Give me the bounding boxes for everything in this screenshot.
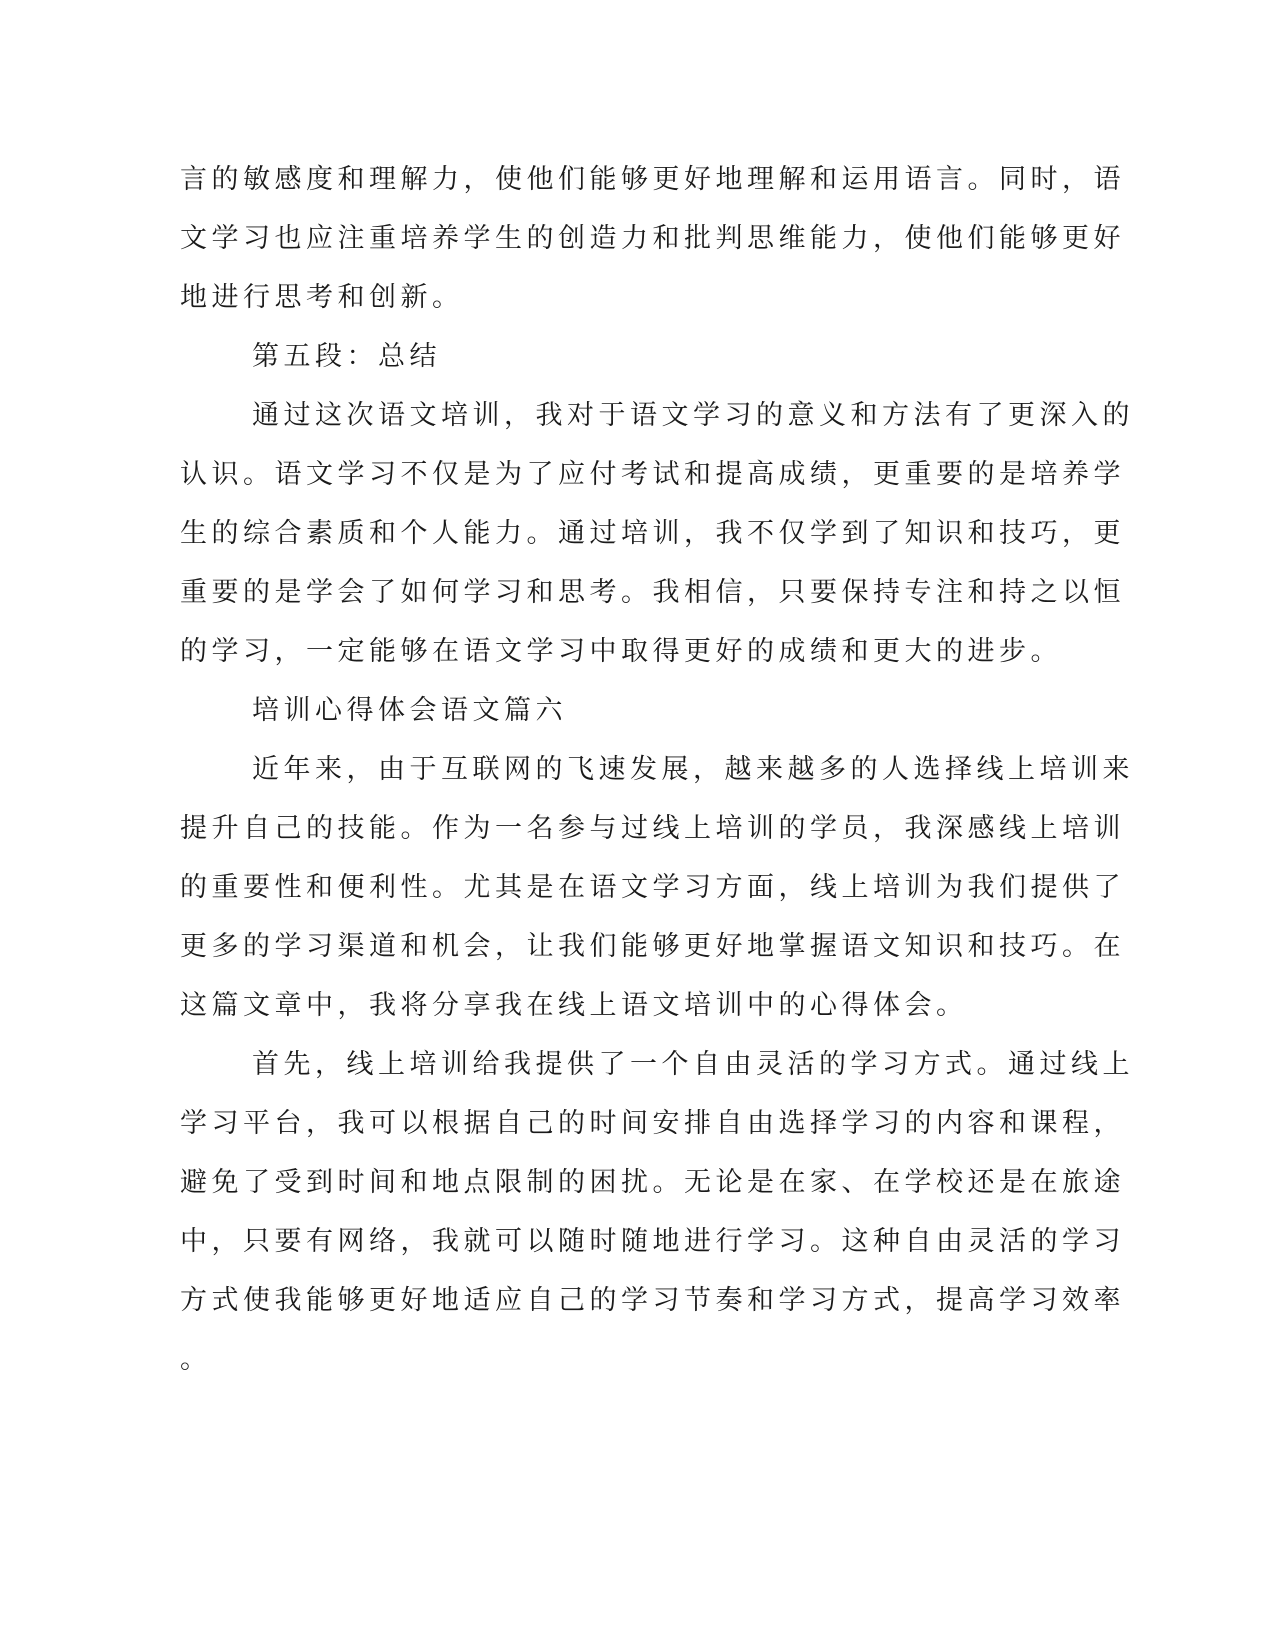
text-line: 重要的是学会了如何学习和思考。我相信，只要保持专注和持之以恒	[180, 577, 1125, 608]
text-line: 更多的学习渠道和机会，让我们能够更好地掌握语文知识和技巧。在	[180, 931, 1125, 962]
text-line: 认识。语文学习不仅是为了应付考试和提高成绩，更重要的是培养学	[180, 459, 1125, 490]
text-line: 的重要性和便利性。尤其是在语文学习方面，线上培训为我们提供了	[180, 872, 1125, 903]
text-line: 这篇文章中，我将分享我在线上语文培训中的心得体会。	[180, 990, 968, 1021]
section-heading: 第五段：总结	[252, 341, 441, 372]
text-line: 学习平台，我可以根据自己的时间安排自由选择学习的内容和课程，	[180, 1108, 1125, 1139]
article-title: 培训心得体会语文篇六	[252, 695, 567, 726]
text-line: 生的综合素质和个人能力。通过培训，我不仅学到了知识和技巧，更	[180, 518, 1125, 549]
paragraph-first-line: 首先，线上培训给我提供了一个自由灵活的学习方式。通过线上	[252, 1049, 1134, 1080]
text-line: 文学习也应注重培养学生的创造力和批判思维能力，使他们能够更好	[180, 223, 1125, 254]
text-line: 中，只要有网络，我就可以随时随地进行学习。这种自由灵活的学习	[180, 1226, 1125, 1257]
text-line: 。	[180, 1344, 212, 1375]
paragraph-first-line: 通过这次语文培训，我对于语文学习的意义和方法有了更深入的	[252, 400, 1134, 431]
text-line: 的学习，一定能够在语文学习中取得更好的成绩和更大的进步。	[180, 636, 1062, 667]
text-line: 言的敏感度和理解力，使他们能够更好地理解和运用语言。同时，语	[180, 164, 1125, 195]
text-line: 提升自己的技能。作为一名参与过线上培训的学员，我深感线上培训	[180, 813, 1125, 844]
text-line: 避免了受到时间和地点限制的困扰。无论是在家、在学校还是在旅途	[180, 1167, 1125, 1198]
text-line: 地进行思考和创新。	[180, 282, 464, 313]
text-line: 方式使我能够更好地适应自己的学习节奏和学习方式，提高学习效率	[180, 1285, 1125, 1316]
paragraph-first-line: 近年来，由于互联网的飞速发展，越来越多的人选择线上培训来	[252, 754, 1134, 785]
